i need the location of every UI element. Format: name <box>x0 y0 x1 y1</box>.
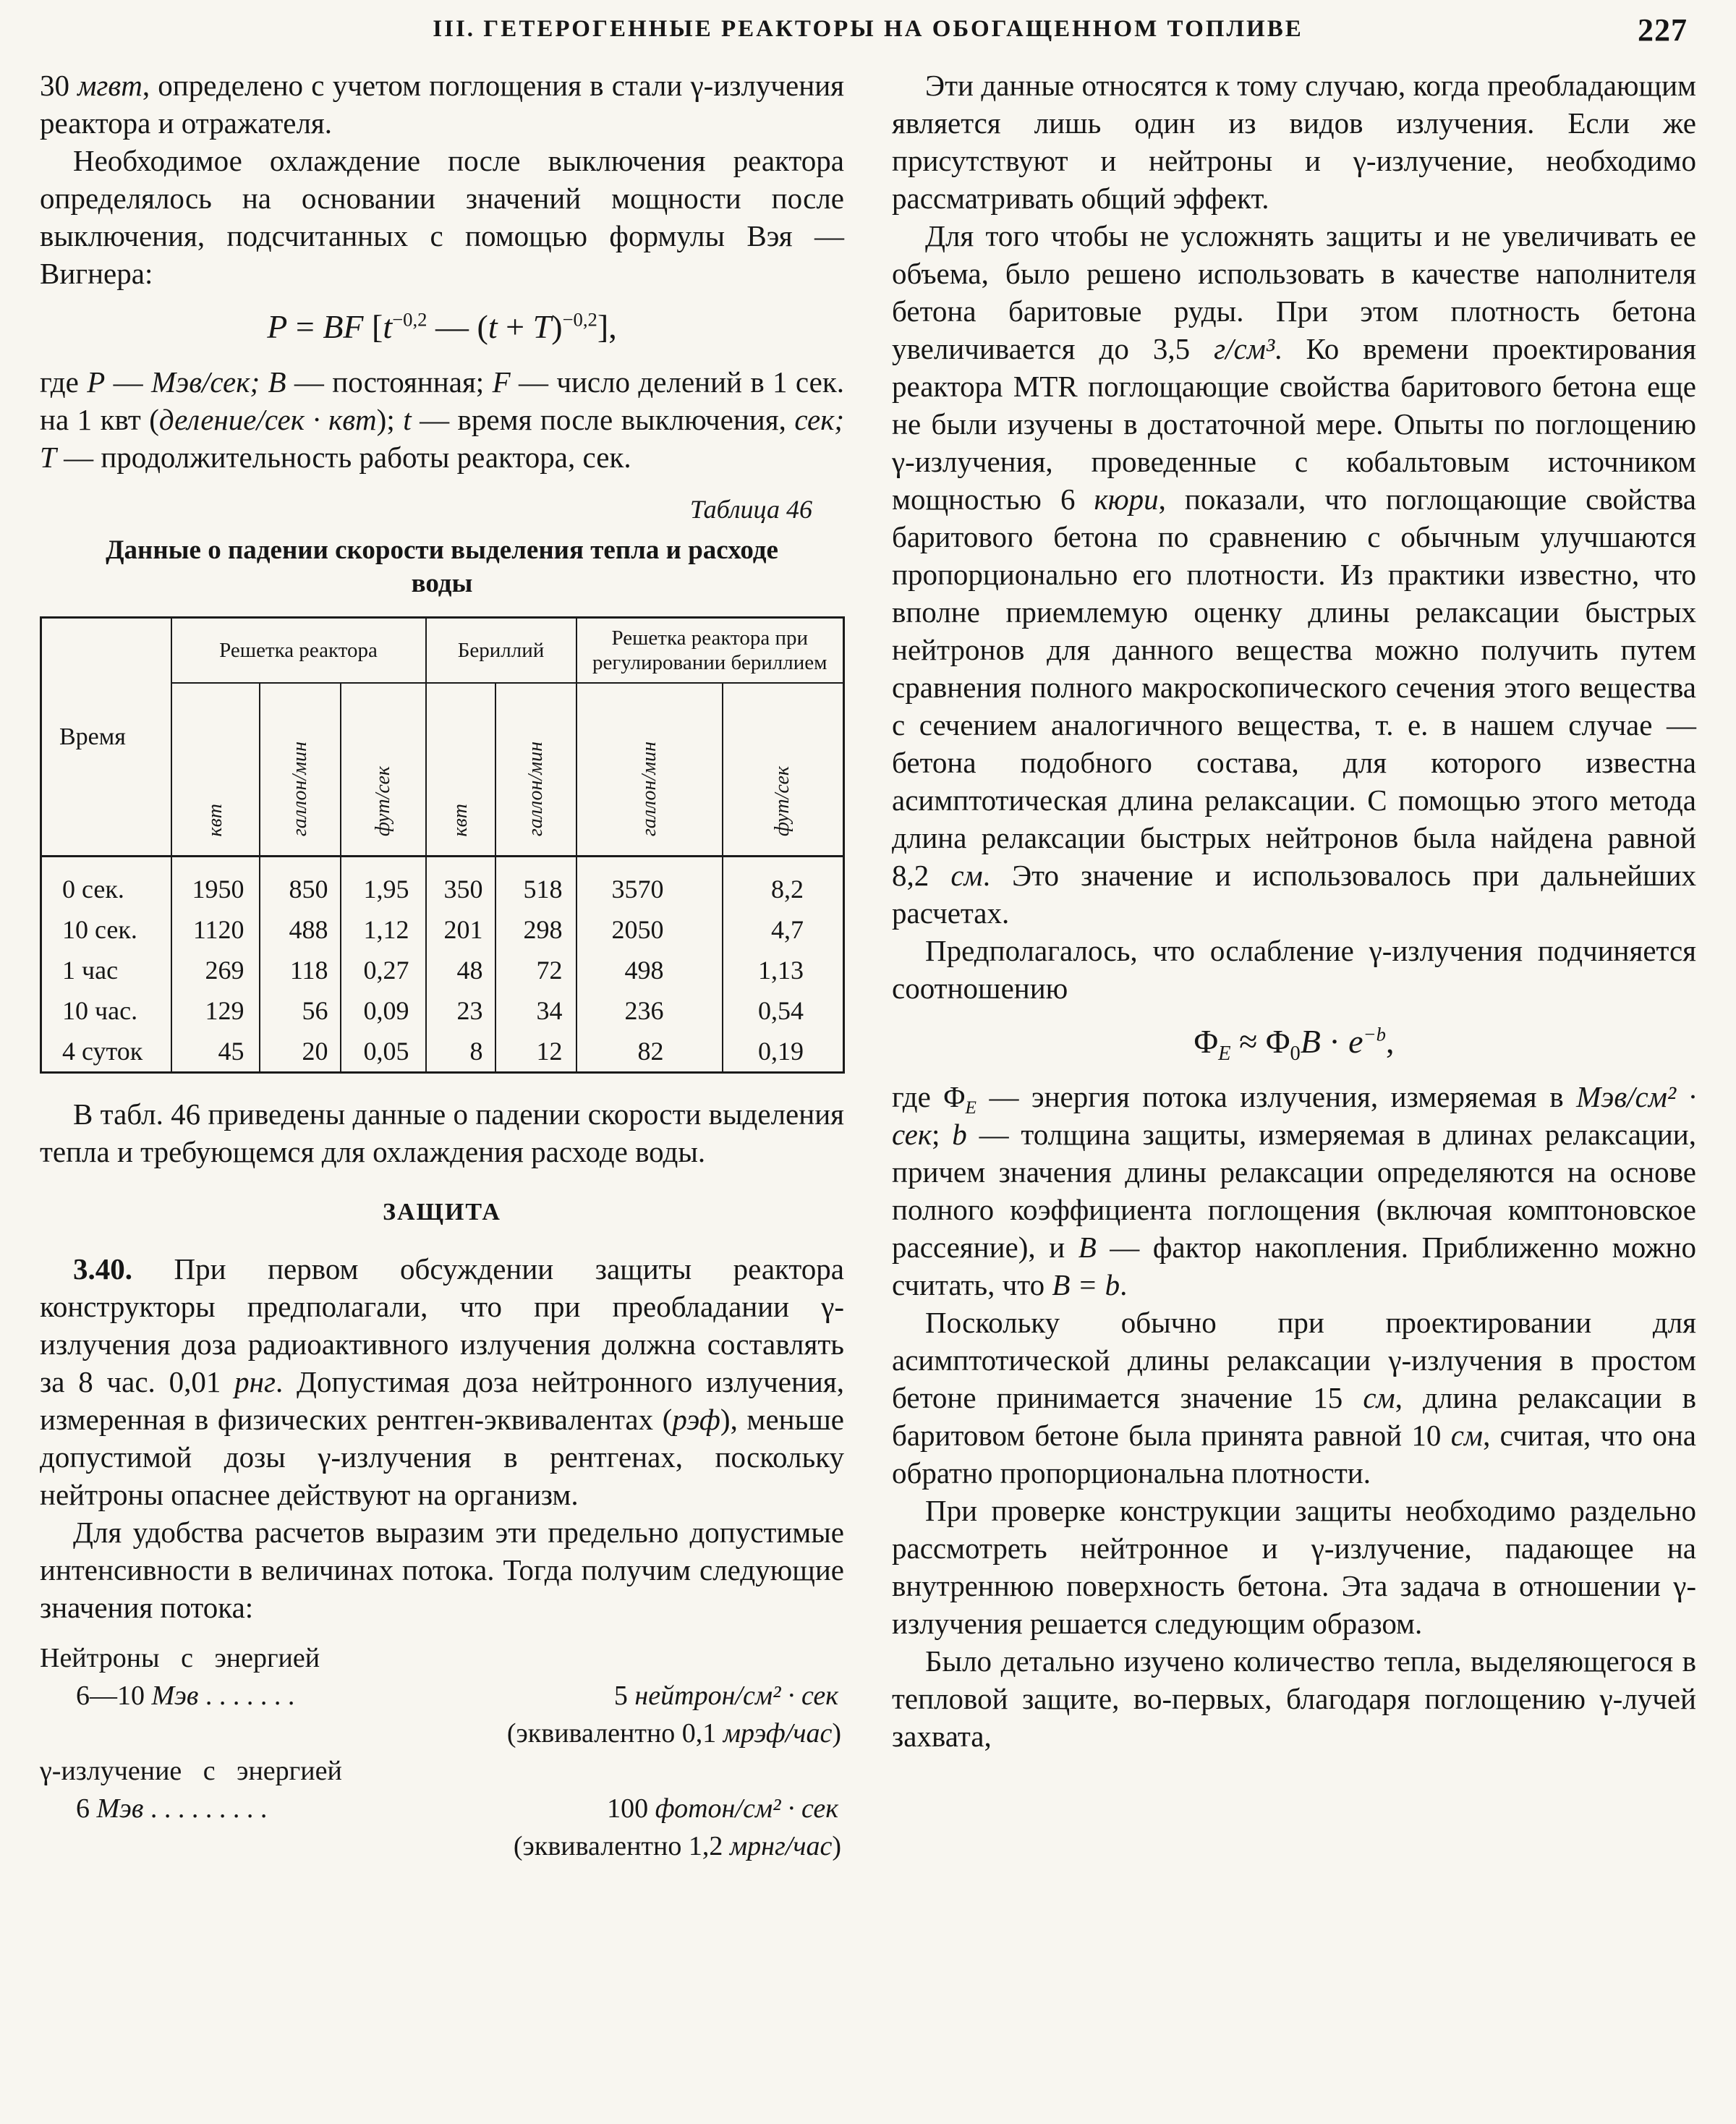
table-cell: 1,12 <box>341 909 426 950</box>
table-cell: 0,05 <box>341 1031 426 1073</box>
table-cell: 56 <box>260 990 341 1031</box>
table-cell: 20 <box>260 1031 341 1073</box>
formula-attenuation: $\Phi_E \approx \Phi_0B \cdot e^{-b}$, <box>1194 1023 1395 1066</box>
table-cell: 1950 <box>171 857 260 910</box>
flux-gamma-line <box>40 1790 844 1827</box>
paragraph-shield-check: При проверке конструкции защиты необходимо раздельно рассмотреть нейтронное и γ-излучение, падающее на внутреннюю поверхность бетона. Эта задача в отношении γ-излучения решается следующим образом. <box>892 1494 1696 1640</box>
table-cell: 48 <box>426 950 495 990</box>
table-cell: 236 <box>576 990 723 1031</box>
page-header <box>40 12 1696 59</box>
table-header-group-lattice: Решетка реактора <box>171 618 426 684</box>
table-row <box>41 950 844 990</box>
paragraph-heat-study: Было детально изучено количество тепла, выделяющегося в тепловой защите, во-первых, благодаря поглощению γ-лучей захвата, <box>892 1644 1696 1753</box>
flux-gamma-range: 6 Мэв . . . . . . . . . <box>76 1793 268 1824</box>
flux-neutron-value: 5 нейтрон/см² · сек <box>613 1681 838 1711</box>
paragraph-relaxation-length: Поскольку обычно при проектировании для асимптотической длины релаксации γ-излучения в простом бетоне принимается значение 15 см, длина релаксации в баритовом бетоне была принята равной 10 см, считая, что она обратно пропорциональна плотности. <box>892 1306 1696 1490</box>
flux-list <box>40 1639 844 1865</box>
running-header-title: III. ГЕТЕРОГЕННЫЕ РЕАКТОРЫ НА ОБОГАЩЕННОМ ТОПЛИВЕ <box>433 16 1303 42</box>
paragraph-barite-concrete: Для того чтобы не усложнять защиты и не увеличивать ее объема, было решено использовать в качестве наполнителя бетона баритовые руды. При этом плотность бетона увеличивается до 3,5 г/см³. Ко времени проектирования реактора MTR поглощающие свойства баритового бетона еще не были изучены в достаточной мере. Опыты по поглощению γ-излучения, проведенные с кобальтовым источником мощностью 6 кюри, показали, что поглощающие свойства баритового бетона по сравнению с обычным улучшаются пропорционально его плотности. Из практики известно, что вполне приемлемую оценку длины релаксации быстрых нейтронов для данного вещества можно получить путем сравнения полного макроскопического сечения этого вещества с сечением аналогичного вещества, т. е. в нашем случае — бетона подобного состава, для которого известна асимптотическая длина релаксации. С помощью этого метода длина релаксации быстрых нейтронов была найдена равной 8,2 см. Это значение и использовалось при дальнейших расчетах. <box>892 219 1697 930</box>
page-number: 227 <box>1638 12 1688 48</box>
paragraph-formula-legend: где P — Мэв/сек; B — постоянная; F — число делений в 1 сек. на 1 квт (деление/сек · квт); t — время после выключения, сек; T — продолжительность работы реактора, сек. <box>40 365 845 474</box>
table-row <box>41 990 844 1031</box>
table-cell: 518 <box>495 857 576 910</box>
table-cell: 4,7 <box>723 909 844 950</box>
table-unit-header: галлон/мин <box>260 683 341 857</box>
right-column <box>892 67 1696 1755</box>
section-heading-protection: ЗАЩИТА <box>383 1199 501 1225</box>
table-caption-number: Таблица 46 <box>689 495 812 524</box>
table-cell: 8 <box>426 1031 495 1073</box>
table-cell: 498 <box>576 950 723 990</box>
paragraph-table-reference: В табл. 46 приведены данные о падении скорости выделения тепла и требующемся для охлаждения расходе воды. <box>40 1097 844 1168</box>
table-unit-header: квт <box>426 683 495 857</box>
table-cell: 45 <box>171 1031 260 1073</box>
table-cell: 12 <box>495 1031 576 1073</box>
table-cell: 1 час <box>41 950 171 990</box>
flux-neutron-line <box>40 1677 844 1715</box>
table-cell: 0,19 <box>723 1031 844 1073</box>
table-cell: 488 <box>260 909 341 950</box>
table-cell: 8,2 <box>723 857 844 910</box>
table-cell: 0,54 <box>723 990 844 1031</box>
table-cell: 4 суток <box>41 1031 171 1073</box>
paragraph-continuation: 30 мгвт, определено с учетом поглощения в стали γ-излучения реактора и отражателя. <box>40 69 844 140</box>
table-cell: 1,95 <box>341 857 426 910</box>
flux-gamma-heading: γ-излучение с энергией <box>40 1756 342 1786</box>
table-unit-header: галлон/мин <box>576 683 723 857</box>
table-cell: 82 <box>576 1031 723 1073</box>
paragraph-attenuation-legend: где $\Phi_E$ — энергия потока излучения, измеряемая в Мэв/см² · сек; b — толщина защиты, измеряемая в длинах релаксации, причем значения длины релаксации определяются на основе полного коэффициента поглощения (включая комптоновское рассеяние), и B — фактор накопления. Приближенно можно считать, что B = b. <box>892 1080 1697 1301</box>
table-row <box>41 909 844 950</box>
table-unit-header: квт <box>171 683 260 857</box>
table-cell: 3570 <box>576 857 723 910</box>
flux-neutron-range: 6—10 Мэв . . . . . . . <box>76 1681 295 1711</box>
flux-gamma-value: 100 фотон/см² · сек <box>607 1793 838 1824</box>
table-body <box>41 857 844 1073</box>
formula-wey-wigner: P = BF [$t^{-0,2}$ — $(t + T)^{-0,2}$], <box>267 308 617 345</box>
table-header-groups-row <box>41 618 844 684</box>
paragraph-cooling: Необходимое охлаждение после выключения реактора определялось на основании значений мощности после выключения, подсчитанных с помощью формулы Вэя — Вигнера: <box>40 144 844 290</box>
table-cell: 201 <box>426 909 495 950</box>
table-cell: 350 <box>426 857 495 910</box>
table-cell: 118 <box>260 950 341 990</box>
table-cell: 2050 <box>576 909 723 950</box>
table-cell: 34 <box>495 990 576 1031</box>
table-cell: 72 <box>495 950 576 990</box>
table-row <box>41 1031 844 1073</box>
table-cell: 1,13 <box>723 950 844 990</box>
paragraph-flux-intro: Для удобства расчетов выразим эти предельно допустимые интенсивности в величинах потока. Тогда получим следующие значения потока: <box>40 1516 844 1624</box>
table-cell: 850 <box>260 857 341 910</box>
table-cell: 10 сек. <box>41 909 171 950</box>
table-unit-header: галлон/мин <box>495 683 576 857</box>
table-cell: 10 час. <box>41 990 171 1031</box>
table-cell: 269 <box>171 950 260 990</box>
paragraph-radiation-types: Эти данные относятся к тому случаю, когда преобладающим является лишь один из видов излучения. Если же присутствуют и нейтроны и γ-излучение, необходимо рассматривать общий эффект. <box>892 69 1696 215</box>
table-cell: 1120 <box>171 909 260 950</box>
table-46 <box>40 616 845 1074</box>
left-column <box>40 67 844 1865</box>
table-cell: 298 <box>495 909 576 950</box>
table-header-group-beryllium: Бериллий <box>426 618 576 684</box>
table-cell: 129 <box>171 990 260 1031</box>
table-cell: 0 сек. <box>41 857 171 910</box>
flux-neutron-heading: Нейтроны с энергией <box>40 1643 320 1673</box>
table-cell: 0,27 <box>341 950 426 990</box>
flux-neutron-equivalent: (эквивалентно 0,1 мрэф/час) <box>506 1718 841 1749</box>
paragraph-3-40: 3.40. При первом обсуждении защиты реактора конструкторы предполагали, что при преобладании γ-излучения доза радиоактивного излучения должна составлять за 8 час. 0,01 рнг. Допустимая доза нейтронного излучения, измеренная в физических рентген-эквивалентах (рэф), меньше допустимой дозы γ-излучения в рентгенах, поскольку нейтроны опаснее действуют на организм. <box>40 1252 844 1511</box>
table-cell: 23 <box>426 990 495 1031</box>
paragraph-attenuation-intro: Предполагалось, что ослабление γ-излучения подчиняется соотношению <box>892 934 1696 1005</box>
table-header-group-lattice-regulated: Решетка реактора при регулировании бериллием <box>576 618 844 684</box>
table-title: Данные о падении скорости выделения тепла и расходе воды <box>106 535 778 598</box>
table-unit-header: фут/сек <box>723 683 844 857</box>
table-header <box>41 618 844 857</box>
table-row <box>41 857 844 910</box>
flux-gamma-equivalent: (эквивалентно 1,2 мрнг/час) <box>513 1831 841 1861</box>
table-unit-header: фут/сек <box>341 683 426 857</box>
table-header-time: Время <box>41 618 171 857</box>
table-cell: 0,09 <box>341 990 426 1031</box>
